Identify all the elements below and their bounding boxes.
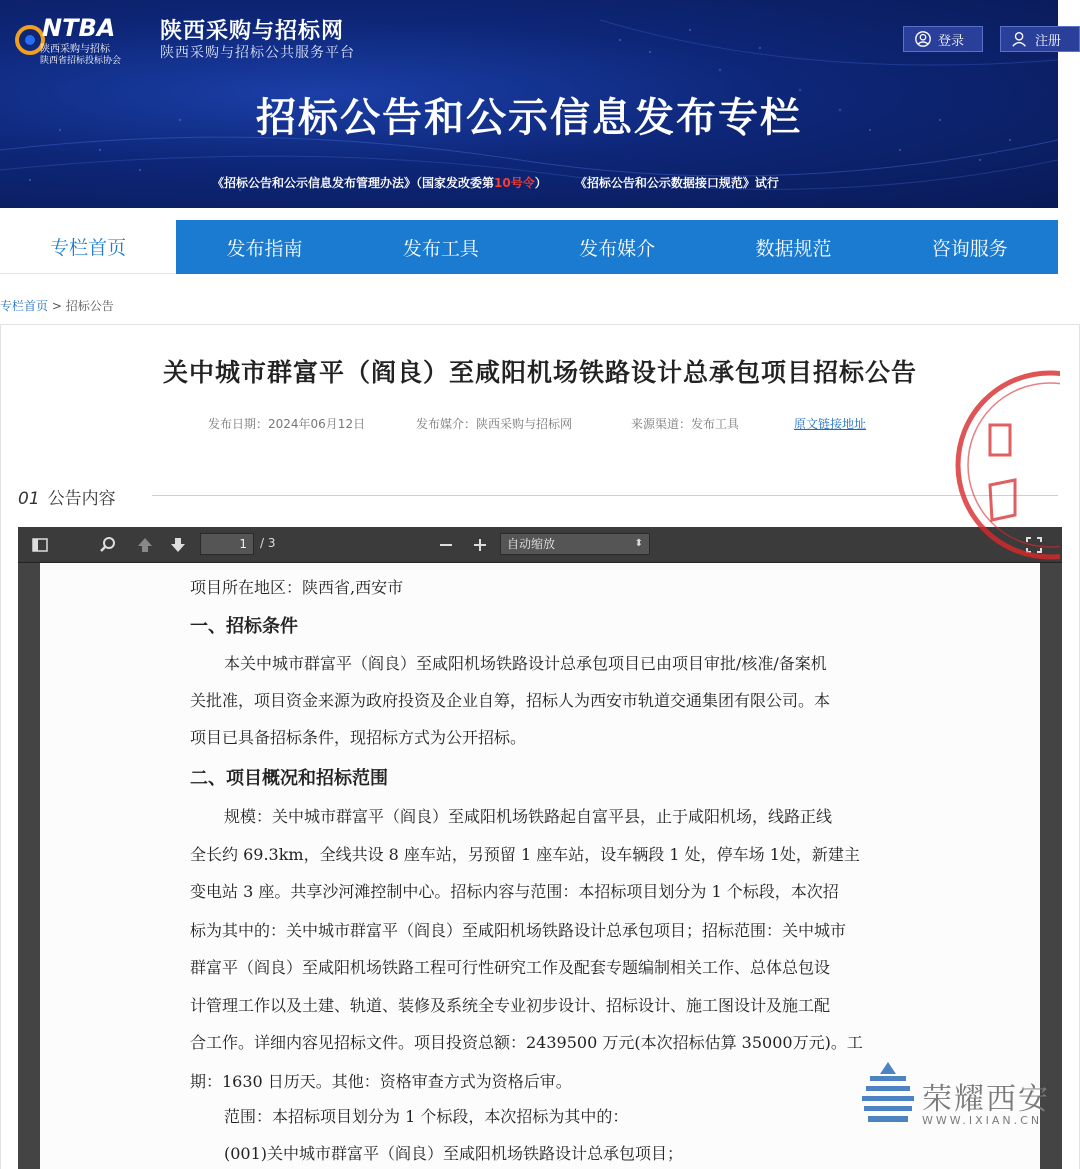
original-link[interactable]: 原文链接地址	[794, 417, 867, 431]
breadcrumb	[0, 297, 114, 314]
nav-item-media[interactable]: 发布媒介	[529, 220, 705, 274]
page-number-input[interactable]: 1	[200, 533, 254, 555]
zoom-value: 自动缩放	[507, 537, 556, 551]
user-circle-icon	[914, 30, 932, 48]
page-total: / 3	[260, 536, 276, 550]
doc-line: 本关中城市群富平（阎良）至咸阳机场铁路设计总承包项目已由项目审批/核准/备案机	[224, 654, 827, 673]
nav-item-tools[interactable]: 发布工具	[353, 220, 529, 274]
publish-date: 发布日期：2024年06月12日	[208, 417, 366, 431]
breadcrumb-separator: >	[48, 299, 66, 313]
search-icon[interactable]	[98, 535, 118, 555]
company-seal-icon	[920, 365, 1060, 565]
watermark-text: 荣耀西安	[922, 1082, 1050, 1117]
watermark-url: WWW.IXIAN.CN	[922, 1114, 1043, 1127]
svg-text:陕西省招标投标协会: 陕西省招标投标协会	[40, 56, 122, 66]
nav-item-consult[interactable]: 咨询服务	[882, 220, 1058, 274]
nav-item-guide[interactable]: 发布指南	[176, 220, 352, 274]
pdf-toolbar	[18, 527, 1062, 563]
sidebar-toggle-icon[interactable]	[30, 535, 50, 555]
doc-line: 合工作。详细内容见招标文件。项目投资总额：2439500 万元(本次招标估算 35000万元)。工	[190, 1033, 863, 1052]
note-interface-spec[interactable]: 《招标公告和公示数据接口规范》试行	[574, 176, 779, 190]
site-subtitle: 陕西采购与招标公共服务平台	[160, 45, 355, 61]
section-heading	[18, 484, 116, 509]
doc-line: 变电站 3 座。共享沙河滩控制中心。招标内容与范围：本招标项目划分为 1 个标段，本次招	[190, 882, 839, 901]
site-banner	[0, 0, 1058, 208]
doc-line: 计管理工作以及土建、轨道、装修及系统全专业初步设计、招标设计、施工图设计及施工配	[190, 996, 831, 1015]
section-title: 公告内容	[47, 489, 116, 509]
register-label: 注册	[1035, 33, 1062, 49]
publish-media: 发布媒介：陕西采购与招标网	[416, 417, 573, 431]
breadcrumb-current: 招标公告	[65, 299, 114, 313]
main-nav	[0, 220, 1058, 274]
banner-notes	[212, 174, 779, 191]
previous-page-icon[interactable]	[135, 535, 155, 555]
nav-item-data-spec[interactable]: 数据规范	[705, 220, 881, 274]
login-button[interactable]	[903, 26, 983, 52]
register-button[interactable]	[1000, 26, 1080, 52]
zoom-out-icon[interactable]	[436, 535, 456, 555]
nav-item-home[interactable]: 专栏首页	[0, 220, 176, 274]
login-label: 登录	[938, 33, 965, 49]
doc-line: 关批准，项目资金来源为政府投资及企业自筹，招标人为西安市轨道交通集团有限公司。本	[190, 691, 831, 710]
user-add-icon	[1011, 30, 1029, 48]
doc-line: 期：1630 日历天。其他：资格审查方式为资格后审。	[190, 1072, 572, 1091]
doc-line: 标为其中的：关中城市群富平（阎良）至咸阳机场铁路设计总承包项目；招标范围：关中城市	[190, 921, 847, 940]
doc-line: (001)关中城市群富平（阎良）至咸阳机场铁路设计总承包项目；	[224, 1144, 684, 1163]
doc-heading: 二、项目概况和招标范围	[190, 768, 388, 789]
next-page-icon[interactable]	[168, 535, 188, 555]
doc-line: 规模：关中城市群富平（阎良）至咸阳机场铁路起自富平县，止于咸阳机场，线路正线	[224, 807, 833, 826]
svg-text:陕西采购与招标: 陕西采购与招标	[40, 44, 110, 55]
doc-line: 项目所在地区：陕西省,西安市	[190, 578, 404, 597]
doc-heading: 一、招标条件	[190, 616, 298, 637]
chevron-updown-icon: ⬍	[634, 538, 643, 549]
banner-title: 招标公告和公示信息发布专栏	[256, 95, 802, 141]
doc-line: 全长约 69.3km，全线共设 8 座车站，另预留 1 座车站，设车辆段 1 处，停车场 1处，新建主	[190, 845, 860, 864]
doc-line: 项目已具备招标条件，现招标方式为公开招标。	[190, 728, 527, 747]
ntba-logo-icon	[12, 12, 152, 66]
breadcrumb-home[interactable]: 专栏首页	[0, 299, 49, 313]
site-name: 陕西采购与招标网	[160, 19, 345, 44]
doc-line: 群富平（阎良）至咸阳机场铁路工程可行性研究工作及配套专题编制相关工作、总体总包设	[190, 958, 831, 977]
zoom-select[interactable]	[500, 533, 650, 555]
doc-line: 范围：本招标项目划分为 1 个标段，本次招标为其中的：	[224, 1107, 629, 1126]
publish-source: 来源渠道：发布工具	[631, 417, 740, 431]
section-number: 01	[18, 489, 40, 509]
article-title: 关中城市群富平（阎良）至咸阳机场铁路设计总承包项目招标公告	[162, 358, 917, 387]
zoom-in-icon[interactable]	[470, 535, 490, 555]
note-regulation[interactable]: 《招标公告和公示信息发布管理办法》（国家发改委第10号令）	[212, 176, 547, 190]
svg-text:NTBA: NTBA	[42, 14, 116, 42]
